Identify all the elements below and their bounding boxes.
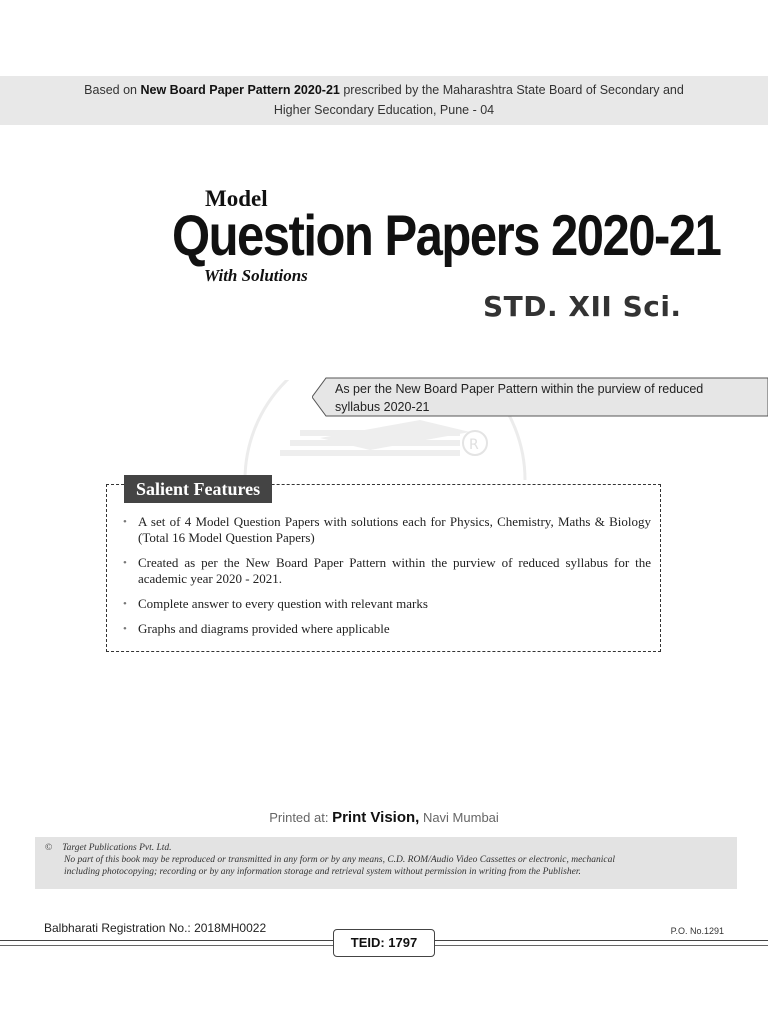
copyright-icon: ©	[45, 843, 53, 853]
copyright-notice	[35, 837, 737, 889]
feature-item	[121, 514, 651, 546]
feature-item	[121, 596, 651, 612]
top-banner	[0, 76, 768, 125]
copyright-line-1	[45, 842, 727, 854]
salient-features-heading: Salient Features	[124, 475, 272, 503]
banner-line-2: Higher Secondary Education, Pune - 04	[273, 103, 495, 117]
syllabus-note-text	[335, 380, 755, 416]
bullet-icon: •	[123, 598, 127, 610]
teid-badge: TEID: 1797	[333, 929, 435, 957]
features-list	[121, 514, 651, 646]
main-title: Question Papers 2020-21	[172, 204, 721, 268]
feature-item	[121, 621, 651, 637]
registration-number: Balbharati Registration No.: 2018MH0022	[44, 921, 267, 935]
printer-place: Navi Mumbai	[419, 810, 499, 825]
feature-text: Complete answer to every question with relevant marks	[138, 596, 428, 611]
svg-text:R: R	[469, 437, 479, 453]
banner-bold: New Board Paper Pattern 2020-21	[140, 83, 340, 97]
printed-label: Printed at:	[269, 810, 333, 825]
feature-item	[121, 555, 651, 587]
banner-suffix: prescribed by the Maharashtra State Board of Secondary and	[339, 83, 684, 97]
syllabus-note-line-1: As per the New Board Paper Pattern within the purview of reduced	[335, 382, 704, 396]
feature-text: Graphs and diagrams provided where applicable	[138, 621, 390, 636]
syllabus-note	[312, 377, 768, 417]
copyright-line-3: including photocopying; recording or by any information storage and retrieval system without permission in writing from the Publisher.	[64, 867, 581, 877]
model-label: Model	[205, 186, 268, 211]
copyright-line-2: No part of this book may be reproduced or transmitted in any form or by any means, C.D. ROM/Audio Video Cassettes or electronic, mechanical	[64, 855, 616, 865]
feature-text: A set of 4 Model Question Papers with solutions each for Physics, Chemistry, Maths & Biology (Total 16 Model Question Papers)	[138, 514, 651, 545]
bullet-icon: •	[123, 623, 127, 635]
banner-line-1	[0, 80, 768, 100]
bullet-icon: •	[123, 516, 127, 528]
po-number: P.O. No.1291	[670, 926, 724, 936]
printed-at	[0, 809, 768, 826]
bullet-icon: •	[123, 557, 127, 569]
syllabus-note-line-2: syllabus 2020-21	[335, 400, 430, 414]
standard-label: STD. XII Sci.	[483, 290, 682, 323]
subtitle: With Solutions	[204, 266, 308, 285]
feature-text: Created as per the New Board Paper Pattern within the purview of reduced syllabus for the academic year 2020 - 2021.	[138, 555, 651, 586]
copyright-owner: Target Publications Pvt. Ltd.	[62, 843, 172, 853]
banner-prefix: Based on	[84, 83, 141, 97]
printer-name: Print Vision,	[332, 809, 420, 826]
